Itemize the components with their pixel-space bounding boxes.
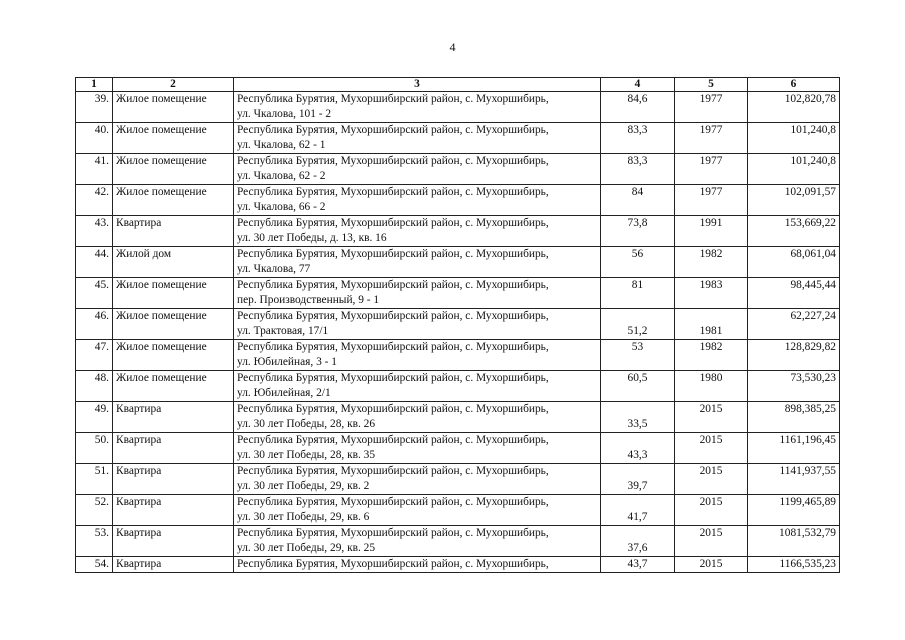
object-address xyxy=(234,92,601,123)
object-address xyxy=(234,185,601,216)
object-year: 1981 xyxy=(675,309,748,340)
object-cost: 1161,196,45 xyxy=(748,433,840,464)
address-line-1: Республика Бурятия, Мухоршибирский район, с. Мухоршибирь, xyxy=(237,124,549,136)
address-line-2: ул. 30 лет Победы, 29, кв. 6 xyxy=(237,511,370,523)
address-line-1: Республика Бурятия, Мухоршибирский район, с. Мухоршибирь, xyxy=(237,403,549,415)
object-area: 43,7 xyxy=(601,557,675,573)
header-col-3: 3 xyxy=(234,78,601,92)
object-address xyxy=(234,464,601,495)
header-col-6: 6 xyxy=(748,78,840,92)
header-col-2: 2 xyxy=(113,78,234,92)
object-address xyxy=(234,154,601,185)
row-number: 51. xyxy=(76,464,113,495)
address-line-2: ул. Юбилейная, 3 - 1 xyxy=(237,356,337,368)
object-area: 43,3 xyxy=(601,433,675,464)
address-line-1: Республика Бурятия, Мухоршибирский район, с. Мухоршибирь, xyxy=(237,434,549,446)
address-line-1: Республика Бурятия, Мухоршибирский район, с. Мухоршибирь, xyxy=(237,558,549,570)
object-year: 2015 xyxy=(675,495,748,526)
table-row xyxy=(76,216,840,247)
object-area: 81 xyxy=(601,278,675,309)
row-number: 44. xyxy=(76,247,113,278)
row-number: 39. xyxy=(76,92,113,123)
address-line-1: Республика Бурятия, Мухоршибирский район, с. Мухоршибирь, xyxy=(237,186,549,198)
object-address xyxy=(234,216,601,247)
object-year: 1977 xyxy=(675,92,748,123)
row-number: 54. xyxy=(76,557,113,573)
object-year: 2015 xyxy=(675,402,748,433)
row-number: 47. xyxy=(76,340,113,371)
object-address xyxy=(234,309,601,340)
table-row xyxy=(76,433,840,464)
table-row xyxy=(76,185,840,216)
table-row xyxy=(76,557,840,573)
object-cost: 101,240,8 xyxy=(748,123,840,154)
object-year: 2015 xyxy=(675,433,748,464)
object-name: Квартира xyxy=(113,216,234,247)
object-cost: 153,669,22 xyxy=(748,216,840,247)
object-area: 83,3 xyxy=(601,154,675,185)
row-number: 46. xyxy=(76,309,113,340)
address-line-1: Республика Бурятия, Мухоршибирский район, с. Мухоршибирь, xyxy=(237,248,549,260)
object-name: Жилое помещение xyxy=(113,123,234,154)
object-area: 73,8 xyxy=(601,216,675,247)
address-line-1: Республика Бурятия, Мухоршибирский район, с. Мухоршибирь, xyxy=(237,465,549,477)
object-year: 1980 xyxy=(675,371,748,402)
object-cost: 1166,535,23 xyxy=(748,557,840,573)
object-cost: 73,530,23 xyxy=(748,371,840,402)
row-number: 43. xyxy=(76,216,113,247)
object-year: 1977 xyxy=(675,185,748,216)
object-area: 53 xyxy=(601,340,675,371)
object-name: Квартира xyxy=(113,557,234,573)
address-line-2: ул. Трактовая, 17/1 xyxy=(237,325,329,337)
table-row xyxy=(76,123,840,154)
object-area: 60,5 xyxy=(601,371,675,402)
object-area: 51,2 xyxy=(601,309,675,340)
object-area: 33,5 xyxy=(601,402,675,433)
object-area: 83,3 xyxy=(601,123,675,154)
object-name: Квартира xyxy=(113,464,234,495)
row-number: 52. xyxy=(76,495,113,526)
address-line-2: ул. 30 лет Победы, д. 13, кв. 16 xyxy=(237,232,387,244)
table-row xyxy=(76,309,840,340)
address-line-2: ул. 30 лет Победы, 29, кв. 2 xyxy=(237,480,370,492)
object-name: Жилой дом xyxy=(113,247,234,278)
object-cost: 98,445,44 xyxy=(748,278,840,309)
address-line-1: Республика Бурятия, Мухоршибирский район, с. Мухоршибирь, xyxy=(237,217,549,229)
object-cost: 128,829,82 xyxy=(748,340,840,371)
table-row xyxy=(76,278,840,309)
row-number: 40. xyxy=(76,123,113,154)
object-address xyxy=(234,371,601,402)
table-row xyxy=(76,464,840,495)
object-year: 2015 xyxy=(675,526,748,557)
object-year: 2015 xyxy=(675,464,748,495)
address-line-1: Республика Бурятия, Мухоршибирский район, с. Мухоршибирь, xyxy=(237,372,549,384)
row-number: 53. xyxy=(76,526,113,557)
address-line-1: Республика Бурятия, Мухоршибирский район, с. Мухоршибирь, xyxy=(237,496,549,508)
table-row xyxy=(76,247,840,278)
object-name: Квартира xyxy=(113,495,234,526)
row-number: 48. xyxy=(76,371,113,402)
object-year: 2015 xyxy=(675,557,748,573)
object-cost: 1199,465,89 xyxy=(748,495,840,526)
object-name: Жилое помещение xyxy=(113,92,234,123)
object-year: 1983 xyxy=(675,278,748,309)
address-line-2: пер. Производственный, 9 - 1 xyxy=(237,294,380,306)
table-row xyxy=(76,340,840,371)
object-name: Жилое помещение xyxy=(113,340,234,371)
address-line-1: Республика Бурятия, Мухоршибирский район, с. Мухоршибирь, xyxy=(237,341,549,353)
object-address xyxy=(234,557,601,573)
object-cost: 1081,532,79 xyxy=(748,526,840,557)
address-line-2: ул. 30 лет Победы, 28, кв. 35 xyxy=(237,449,376,461)
object-area: 84 xyxy=(601,185,675,216)
object-address xyxy=(234,278,601,309)
table-row xyxy=(76,402,840,433)
address-line-2: ул. Чкалова, 62 - 2 xyxy=(237,170,326,182)
object-name: Жилое помещение xyxy=(113,371,234,402)
object-area: 84,6 xyxy=(601,92,675,123)
object-address xyxy=(234,402,601,433)
address-line-2: ул. 30 лет Победы, 29, кв. 25 xyxy=(237,542,376,554)
object-area: 39,7 xyxy=(601,464,675,495)
address-line-2: ул. Чкалова, 101 - 2 xyxy=(237,108,332,120)
object-year: 1991 xyxy=(675,216,748,247)
table-row xyxy=(76,92,840,123)
address-line-2: ул. Чкалова, 66 - 2 xyxy=(237,201,326,213)
object-year: 1977 xyxy=(675,123,748,154)
object-area: 56 xyxy=(601,247,675,278)
address-line-2: ул. Юбилейная, 2/1 xyxy=(237,387,331,399)
address-line-2: ул. Чкалова, 77 xyxy=(237,263,311,275)
header-col-4: 4 xyxy=(601,78,675,92)
object-cost: 62,227,24 xyxy=(748,309,840,340)
object-area: 37,6 xyxy=(601,526,675,557)
object-year: 1982 xyxy=(675,247,748,278)
address-line-1: Республика Бурятия, Мухоршибирский район, с. Мухоршибирь, xyxy=(237,310,549,322)
object-address xyxy=(234,123,601,154)
object-cost: 102,091,57 xyxy=(748,185,840,216)
object-cost: 101,240,8 xyxy=(748,154,840,185)
object-cost: 102,820,78 xyxy=(748,92,840,123)
address-line-2: ул. 30 лет Победы, 28, кв. 26 xyxy=(237,418,376,430)
address-line-1: Республика Бурятия, Мухоршибирский район, с. Мухоршибирь, xyxy=(237,527,549,539)
header-col-1: 1 xyxy=(76,78,113,92)
object-year: 1982 xyxy=(675,340,748,371)
header-col-5: 5 xyxy=(675,78,748,92)
address-line-1: Республика Бурятия, Мухоршибирский район, с. Мухоршибирь, xyxy=(237,279,549,291)
property-table xyxy=(75,77,840,573)
object-name: Жилое помещение xyxy=(113,278,234,309)
table-row xyxy=(76,371,840,402)
object-name: Жилое помещение xyxy=(113,309,234,340)
table-row xyxy=(76,526,840,557)
table-row xyxy=(76,495,840,526)
object-name: Жилое помещение xyxy=(113,185,234,216)
object-name: Квартира xyxy=(113,526,234,557)
object-name: Квартира xyxy=(113,433,234,464)
object-cost: 898,385,25 xyxy=(748,402,840,433)
address-line-1: Республика Бурятия, Мухоршибирский район, с. Мухоршибирь, xyxy=(237,155,549,167)
object-year: 1977 xyxy=(675,154,748,185)
address-line-1: Республика Бурятия, Мухоршибирский район, с. Мухоршибирь, xyxy=(237,93,549,105)
table-row xyxy=(76,154,840,185)
page-number: 4 xyxy=(449,40,456,54)
object-address xyxy=(234,495,601,526)
row-number: 42. xyxy=(76,185,113,216)
object-name: Жилое помещение xyxy=(113,154,234,185)
object-cost: 68,061,04 xyxy=(748,247,840,278)
address-line-2: ул. Чкалова, 62 - 1 xyxy=(237,139,326,151)
object-name: Квартира xyxy=(113,402,234,433)
object-area: 41,7 xyxy=(601,495,675,526)
row-number: 50. xyxy=(76,433,113,464)
row-number: 41. xyxy=(76,154,113,185)
object-address xyxy=(234,526,601,557)
row-number: 49. xyxy=(76,402,113,433)
table-header-row xyxy=(76,78,840,92)
object-address xyxy=(234,433,601,464)
object-cost: 1141,937,55 xyxy=(748,464,840,495)
object-address xyxy=(234,247,601,278)
object-address xyxy=(234,340,601,371)
row-number: 45. xyxy=(76,278,113,309)
